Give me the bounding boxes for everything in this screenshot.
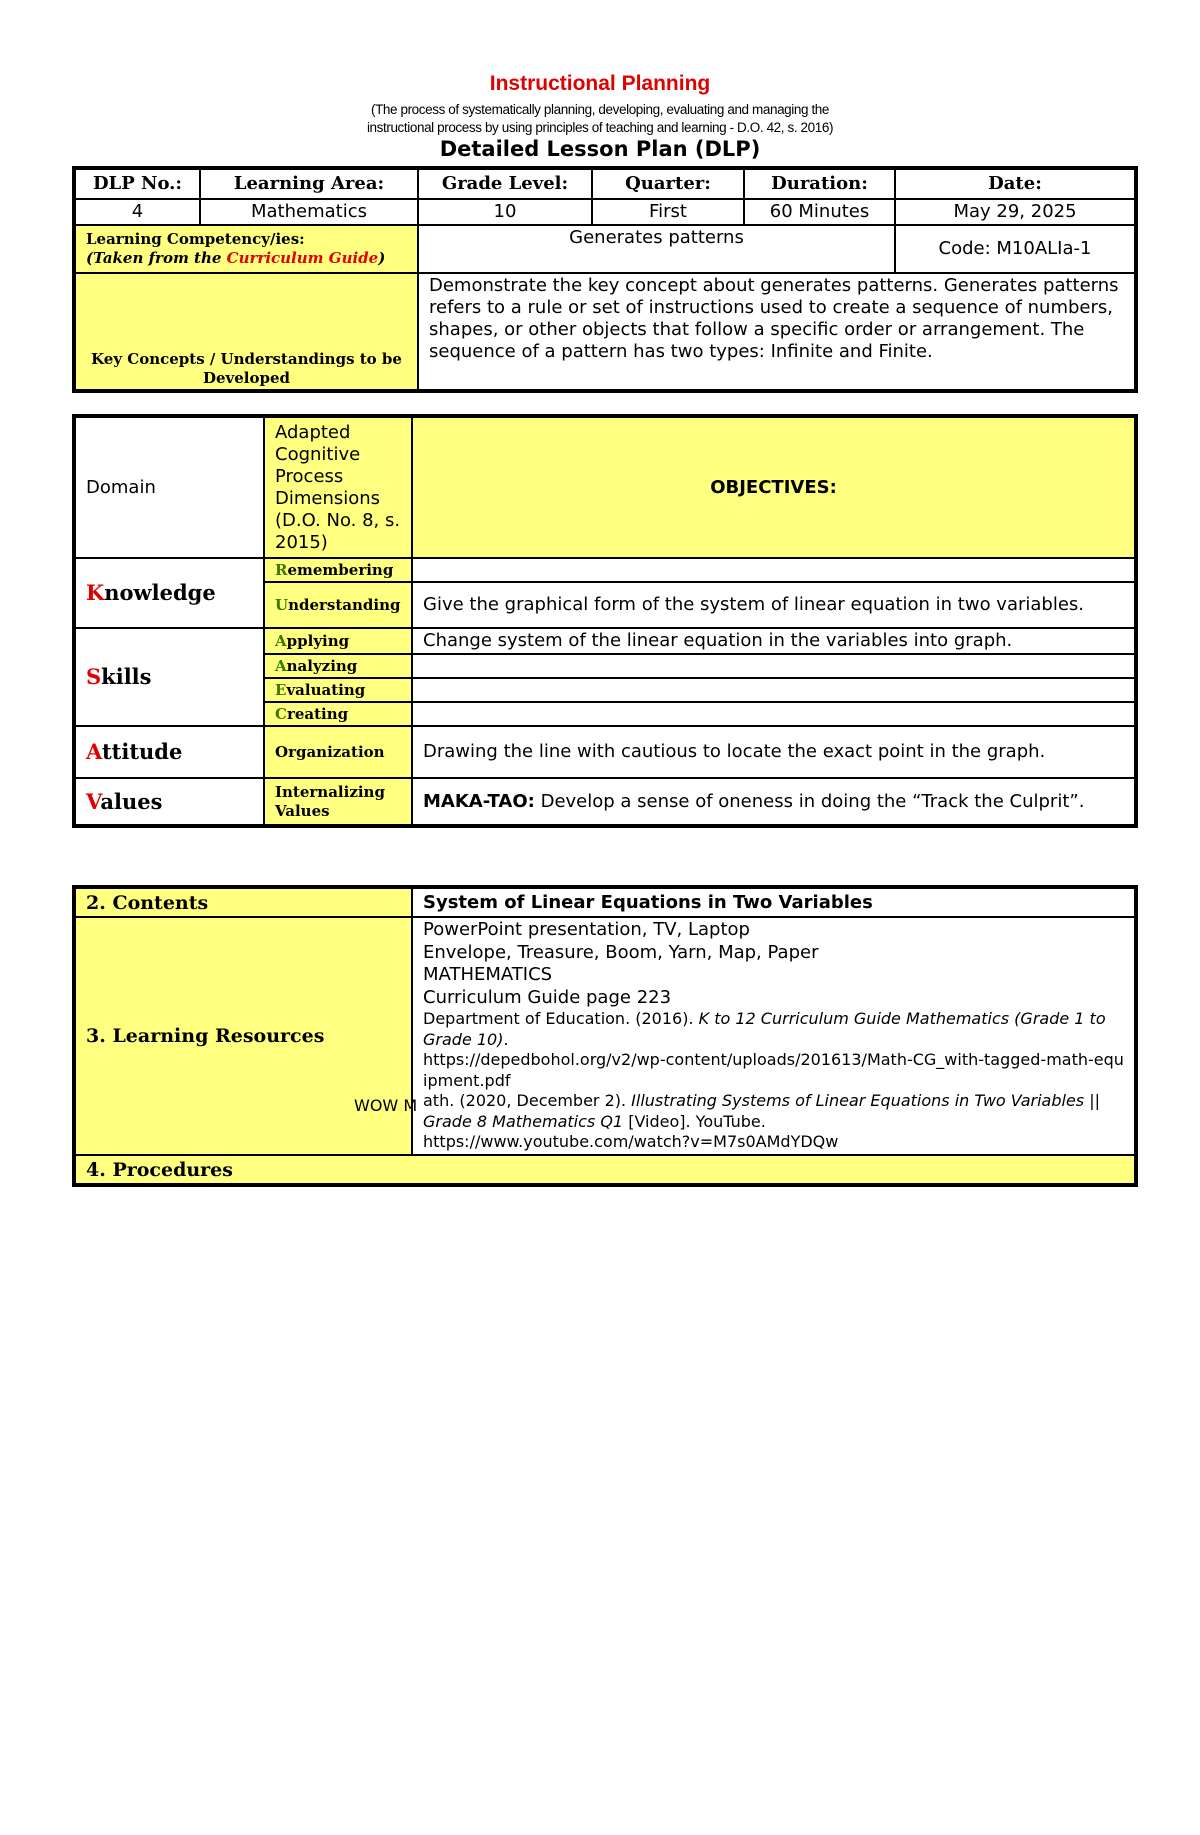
ref1-title: K to 12 Curriculum Guide Mathematics (Grade 1 to Grade 10) <box>423 1009 1106 1049</box>
contents-table <box>72 885 1138 1187</box>
ref1-url-link[interactable]: https://depedbohol.org/v2/wp-content/uploads/201613/Math-CG_with-tagged-math-equipment.pdf <box>423 1050 1124 1090</box>
subtitle-line: (The process of systematically planning, developing, evaluating and managing the <box>370 102 830 117</box>
process-header: Adapted Cognitive Process Dimensions (D.O. No. 8, s. 2015) <box>264 416 412 558</box>
attitude-initial: A <box>86 739 102 764</box>
learning-resources-label: 3. Learning Resources <box>74 917 412 1155</box>
understanding-process <box>264 582 412 628</box>
dlp-title: Detailed Lesson Plan (DLP) <box>439 137 761 161</box>
reference-video <box>423 1091 1124 1132</box>
applying-initial: A <box>275 631 287 650</box>
page-subtitle <box>300 101 900 137</box>
attitude-domain <box>74 726 264 778</box>
knowledge-rest: nowledge <box>104 580 216 605</box>
learning-area-header: Learning Area: <box>200 168 418 199</box>
applying-process <box>264 628 412 654</box>
learning-area-value: Mathematics <box>200 199 418 225</box>
analyzing-rest: nalyzing <box>286 656 358 675</box>
applying-objective: Change system of the linear equation in the variables into graph. <box>412 628 1136 654</box>
evaluating-initial: E <box>275 680 287 699</box>
duration-value: 60 Minutes <box>744 199 895 225</box>
ref2-title: Illustrating Systems of Linear Equations in Two Variables || Grade 8 Mathematics Q1 <box>423 1091 1101 1131</box>
attitude-rest: ttitude <box>101 739 183 764</box>
key-concepts-label: Key Concepts / Understandings to be Developed <box>74 273 418 391</box>
ref2-end: [Video]. YouTube. <box>623 1111 766 1131</box>
understanding-initial: U <box>275 595 289 614</box>
subtitle-line: instructional process by using principles of teaching and learning - D.O. 42, s. 2016) <box>366 120 834 135</box>
competency-code: Code: M10ALIa-1 <box>895 225 1136 273</box>
skills-initial: S <box>86 664 102 689</box>
values-objective <box>412 778 1136 826</box>
duration-header: Duration: <box>744 168 895 199</box>
remembering-process <box>264 558 412 582</box>
evaluating-rest: valuating <box>286 680 366 699</box>
quarter-header: Quarter: <box>592 168 744 199</box>
creating-objective <box>412 702 1136 726</box>
lesson-info-table <box>72 166 1138 393</box>
creating-process <box>264 702 412 726</box>
knowledge-domain <box>74 558 264 628</box>
competency-note-pre: (Taken from the <box>86 249 227 267</box>
resource-line: Envelope, Treasure, Boom, Yarn, Map, Paper <box>423 941 819 963</box>
applying-rest: pplying <box>286 631 350 650</box>
reference-curriculum-guide <box>423 1009 1124 1050</box>
maka-tao-label: MAKA-TAO: <box>423 790 535 812</box>
remembering-objective <box>412 558 1136 582</box>
analyzing-initial: A <box>275 656 287 675</box>
learning-resources-list <box>412 917 1136 1155</box>
competency-label-cell <box>74 225 418 273</box>
ref1-end: . <box>503 1029 509 1049</box>
contents-label: 2. Contents <box>74 887 412 917</box>
date-value: May 29, 2025 <box>895 199 1136 225</box>
ref2-author-overflow: WOW M <box>354 1096 418 1115</box>
key-concepts-value: Demonstrate the key concept about generates patterns. Generates patterns refers to a rule or set of instructions used to create a sequence of numbers, shapes, or other objects that follow a specific order or arrangement. The sequence of a pattern has two types: Infinite and Finite. <box>418 273 1136 391</box>
procedures-label: 4. Procedures <box>74 1155 1136 1185</box>
remembering-initial: R <box>275 560 288 579</box>
remembering-rest: emembering <box>287 560 394 579</box>
values-domain <box>74 778 264 826</box>
organization-process: Organization <box>264 726 412 778</box>
contents-value: System of Linear Equations in Two Variables <box>412 887 1136 917</box>
ref2-url-link[interactable]: https://www.youtube.com/watch?v=M7s0AMdYDQw <box>423 1132 839 1151</box>
knowledge-initial: K <box>86 580 105 605</box>
date-header: Date: <box>895 168 1136 199</box>
competency-value: Generates patterns <box>418 225 895 273</box>
skills-rest: kills <box>101 664 152 689</box>
dlp-no-header: DLP No.: <box>74 168 200 199</box>
competency-note-post: ) <box>378 249 386 267</box>
ref1-author: Department of Education. (2016). <box>423 1009 699 1028</box>
internalizing-process: Internalizing Values <box>264 778 412 826</box>
skills-domain <box>74 628 264 726</box>
creating-initial: C <box>275 704 287 723</box>
evaluating-process <box>264 678 412 702</box>
quarter-value: First <box>592 199 744 225</box>
curriculum-guide-text: Curriculum Guide <box>226 249 379 267</box>
understanding-objective: Give the graphical form of the system of linear equation in two variables. <box>412 582 1136 628</box>
ref2-author: ath. (2020, December 2). <box>423 1091 632 1110</box>
competency-label: Learning Competency/ies: <box>86 230 305 248</box>
analyzing-process <box>264 654 412 678</box>
analyzing-objective <box>412 654 1136 678</box>
evaluating-objective <box>412 678 1136 702</box>
understanding-rest: nderstanding <box>288 595 401 614</box>
page-title: Instructional Planning <box>489 72 711 95</box>
resource-line: MATHEMATICS <box>423 964 553 985</box>
values-objective-text: Develop a sense of oneness in doing the “Track the Culprit”. <box>534 790 1085 812</box>
grade-level-value: 10 <box>418 199 592 225</box>
values-initial: V <box>86 788 101 814</box>
grade-level-header: Grade Level: <box>418 168 592 199</box>
organization-objective: Drawing the line with cautious to locate the exact point in the graph. <box>412 726 1136 778</box>
objectives-header: OBJECTIVES: <box>412 416 1136 558</box>
resource-line: Curriculum Guide page 223 <box>423 986 672 1008</box>
creating-rest: reating <box>286 704 349 723</box>
resource-line: PowerPoint presentation, TV, Laptop <box>423 919 750 940</box>
objectives-table <box>72 414 1138 828</box>
domain-header: Domain <box>74 416 264 558</box>
competency-note <box>86 249 407 268</box>
values-rest: alues <box>100 788 163 814</box>
dlp-no-value: 4 <box>74 199 200 225</box>
